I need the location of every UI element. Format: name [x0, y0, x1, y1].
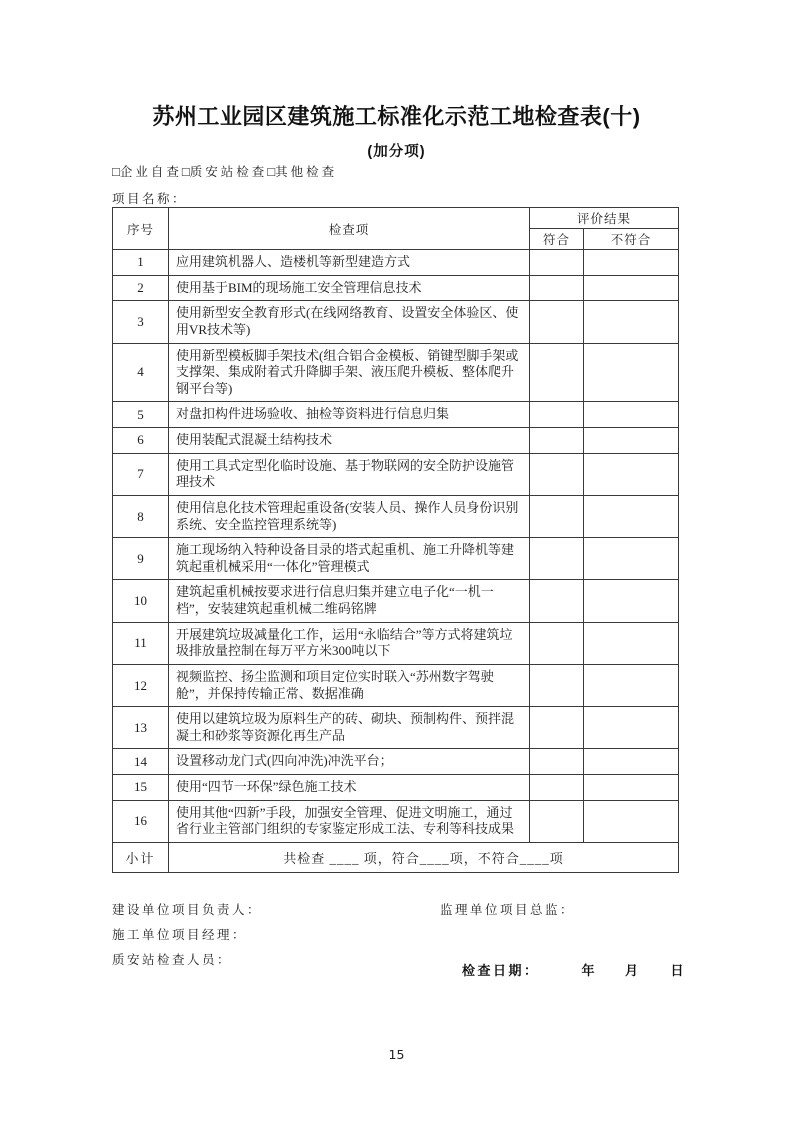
row-item-text: 使用工具式定型化临时设施、基于物联网的安全防护设施管理技术 — [169, 453, 530, 495]
check-type-options — [112, 162, 337, 180]
fail-cell[interactable] — [584, 707, 679, 749]
contractor-signature-label: 施工单位项目经理： — [112, 928, 248, 942]
row-number: 1 — [113, 250, 169, 276]
table-row — [113, 538, 679, 580]
table-row — [113, 664, 679, 706]
row-item-text: 使用新型模板脚手架技术(组合铝合金模板、销键型脚手架或支撑架、集成附着式升降脚手架、液压爬升模板、整体爬升钢平台等) — [169, 343, 530, 402]
pass-cell[interactable] — [530, 580, 584, 622]
fail-cell[interactable] — [584, 580, 679, 622]
checkbox-option-enterprise-self-check[interactable] — [112, 165, 182, 179]
table-row — [113, 402, 679, 428]
fail-cell[interactable] — [584, 428, 679, 454]
fail-cell[interactable] — [584, 250, 679, 276]
inspection-date-label: 检查日期： — [462, 963, 540, 978]
pass-cell[interactable] — [530, 707, 584, 749]
subtotal-row — [113, 842, 679, 872]
fail-cell[interactable] — [584, 453, 679, 495]
row-number: 15 — [113, 775, 169, 801]
fail-cell[interactable] — [584, 775, 679, 801]
row-item-text: 建筑起重机械按要求进行信息归集并建立电子化“一机一档”，安装建筑起重机械二维码铭牌 — [169, 580, 530, 622]
row-item-text: 施工现场纳入特种设备目录的塔式起重机、施工升降机等建筑起重机械采用“一体化”管理模式 — [169, 538, 530, 580]
pass-cell[interactable] — [530, 301, 584, 343]
subtotal-label: 小计 — [113, 842, 169, 872]
row-number: 14 — [113, 749, 169, 775]
pass-cell[interactable] — [530, 538, 584, 580]
checkbox-option-other-check[interactable] — [267, 165, 337, 179]
pass-cell[interactable] — [530, 343, 584, 402]
row-number: 4 — [113, 343, 169, 402]
table-row — [113, 250, 679, 276]
row-number: 3 — [113, 301, 169, 343]
check-rows — [113, 250, 679, 843]
table-row — [113, 707, 679, 749]
table-row — [113, 622, 679, 664]
checkbox-label: 质安站检查 — [189, 165, 268, 179]
project-name-label: 项目名称： — [112, 192, 188, 206]
fail-cell[interactable] — [584, 749, 679, 775]
quality-station-signature-label: 质安站检查人员： — [112, 953, 233, 967]
inspection-table — [112, 207, 679, 873]
row-item-text: 设置移动龙门式(四向冲洗)冲洗平台； — [169, 749, 530, 775]
pass-cell[interactable] — [530, 622, 584, 664]
inspection-date-line — [462, 960, 686, 979]
table-header-row — [113, 208, 679, 229]
table-row — [113, 343, 679, 402]
row-number: 6 — [113, 428, 169, 454]
page-title: 苏州工业园区建筑施工标准化示范工地检查表(十) — [152, 104, 641, 129]
table-row — [113, 301, 679, 343]
table-row — [113, 800, 679, 842]
row-item-text: 使用装配式混凝土结构技术 — [169, 428, 530, 454]
fail-cell[interactable] — [584, 800, 679, 842]
row-number: 16 — [113, 800, 169, 842]
row-item-text: 使用其他“四新”手段，加强安全管理、促进文明施工，通过省行业主管部门组织的专家鉴定形成工法、专利等科技成果 — [169, 800, 530, 842]
table-row — [113, 453, 679, 495]
pass-cell[interactable] — [530, 275, 584, 301]
checkbox-icon[interactable]: □ — [181, 164, 190, 179]
table-row — [113, 580, 679, 622]
fail-cell[interactable] — [584, 275, 679, 301]
row-number: 2 — [113, 275, 169, 301]
pass-cell[interactable] — [530, 775, 584, 801]
col-header-result: 评价结果 — [530, 208, 679, 229]
row-item-text: 应用建筑机器人、造楼机等新型建造方式 — [169, 250, 530, 276]
row-number: 13 — [113, 707, 169, 749]
fail-cell[interactable] — [584, 343, 679, 402]
pass-cell[interactable] — [530, 664, 584, 706]
fail-cell[interactable] — [584, 664, 679, 706]
row-number: 11 — [113, 622, 169, 664]
pass-cell[interactable] — [530, 800, 584, 842]
fail-cell[interactable] — [584, 538, 679, 580]
row-item-text: 对盘扣构件进场验收、抽检等资料进行信息归集 — [169, 402, 530, 428]
signature-line-1 — [112, 900, 678, 918]
checkbox-option-quality-station-check[interactable] — [182, 165, 267, 179]
row-number: 10 — [113, 580, 169, 622]
checkbox-icon[interactable]: □ — [267, 164, 276, 179]
row-item-text: 使用“四节一环保”绿色施工技术 — [169, 775, 530, 801]
supervision-signature-label: 监理单位项目总监： — [440, 903, 576, 917]
col-header-no: 序号 — [113, 208, 169, 250]
col-header-fail: 不符合 — [584, 229, 679, 250]
row-item-text: 使用基于BIM的现场施工安全管理信息技术 — [169, 275, 530, 301]
fail-cell[interactable] — [584, 402, 679, 428]
row-item-text: 开展建筑垃圾减量化工作，运用“永临结合”等方式将建筑垃圾排放量控制在每万平方米300吨以下 — [169, 622, 530, 664]
row-number: 7 — [113, 453, 169, 495]
year-label: 年 — [581, 963, 598, 978]
pass-cell[interactable] — [530, 453, 584, 495]
table-row — [113, 775, 679, 801]
pass-cell[interactable] — [530, 495, 584, 537]
checkbox-label: 企业自查 — [119, 165, 182, 179]
col-header-item: 检查项 — [169, 208, 530, 250]
pass-cell[interactable] — [530, 402, 584, 428]
project-name-field — [112, 189, 187, 207]
subtotal-text: 共检查 ____ 项，符合____项，不符合____项 — [169, 842, 679, 872]
table-row — [113, 428, 679, 454]
pass-cell[interactable] — [530, 749, 584, 775]
row-number: 9 — [113, 538, 169, 580]
pass-cell[interactable] — [530, 428, 584, 454]
table-row — [113, 749, 679, 775]
row-item-text: 视频监控、扬尘监测和项目定位实时联入“苏州数字驾驶舱”，并保持传输正常、数据准确 — [169, 664, 530, 706]
fail-cell[interactable] — [584, 495, 679, 537]
pass-cell[interactable] — [530, 250, 584, 276]
page-number: 15 — [388, 1047, 405, 1062]
col-header-pass: 符合 — [530, 229, 584, 250]
row-item-text: 使用以建筑垃圾为原料生产的砖、砌块、预制构件、预拌混凝土和砂浆等资源化再生产品 — [169, 707, 530, 749]
table-row — [113, 495, 679, 537]
row-number: 12 — [113, 664, 169, 706]
table-row — [113, 275, 679, 301]
fail-cell[interactable] — [584, 622, 679, 664]
construction-owner-signature-label: 建设单位项目负责人： — [112, 903, 263, 917]
checkbox-icon[interactable]: □ — [112, 164, 120, 179]
row-item-text: 使用新型安全教育形式(在线网络教育、设置安全体验区、使用VR技术等) — [169, 301, 530, 343]
fail-cell[interactable] — [584, 301, 679, 343]
page-subtitle: (加分项) — [367, 144, 426, 160]
row-item-text: 使用信息化技术管理起重设备(安装人员、操作人员身份识别系统、安全监控管理系统等) — [169, 495, 530, 537]
day-label: 日 — [670, 963, 687, 978]
checkbox-label: 其他检查 — [275, 165, 338, 179]
row-number: 5 — [113, 402, 169, 428]
month-label: 月 — [625, 963, 641, 978]
row-number: 8 — [113, 495, 169, 537]
